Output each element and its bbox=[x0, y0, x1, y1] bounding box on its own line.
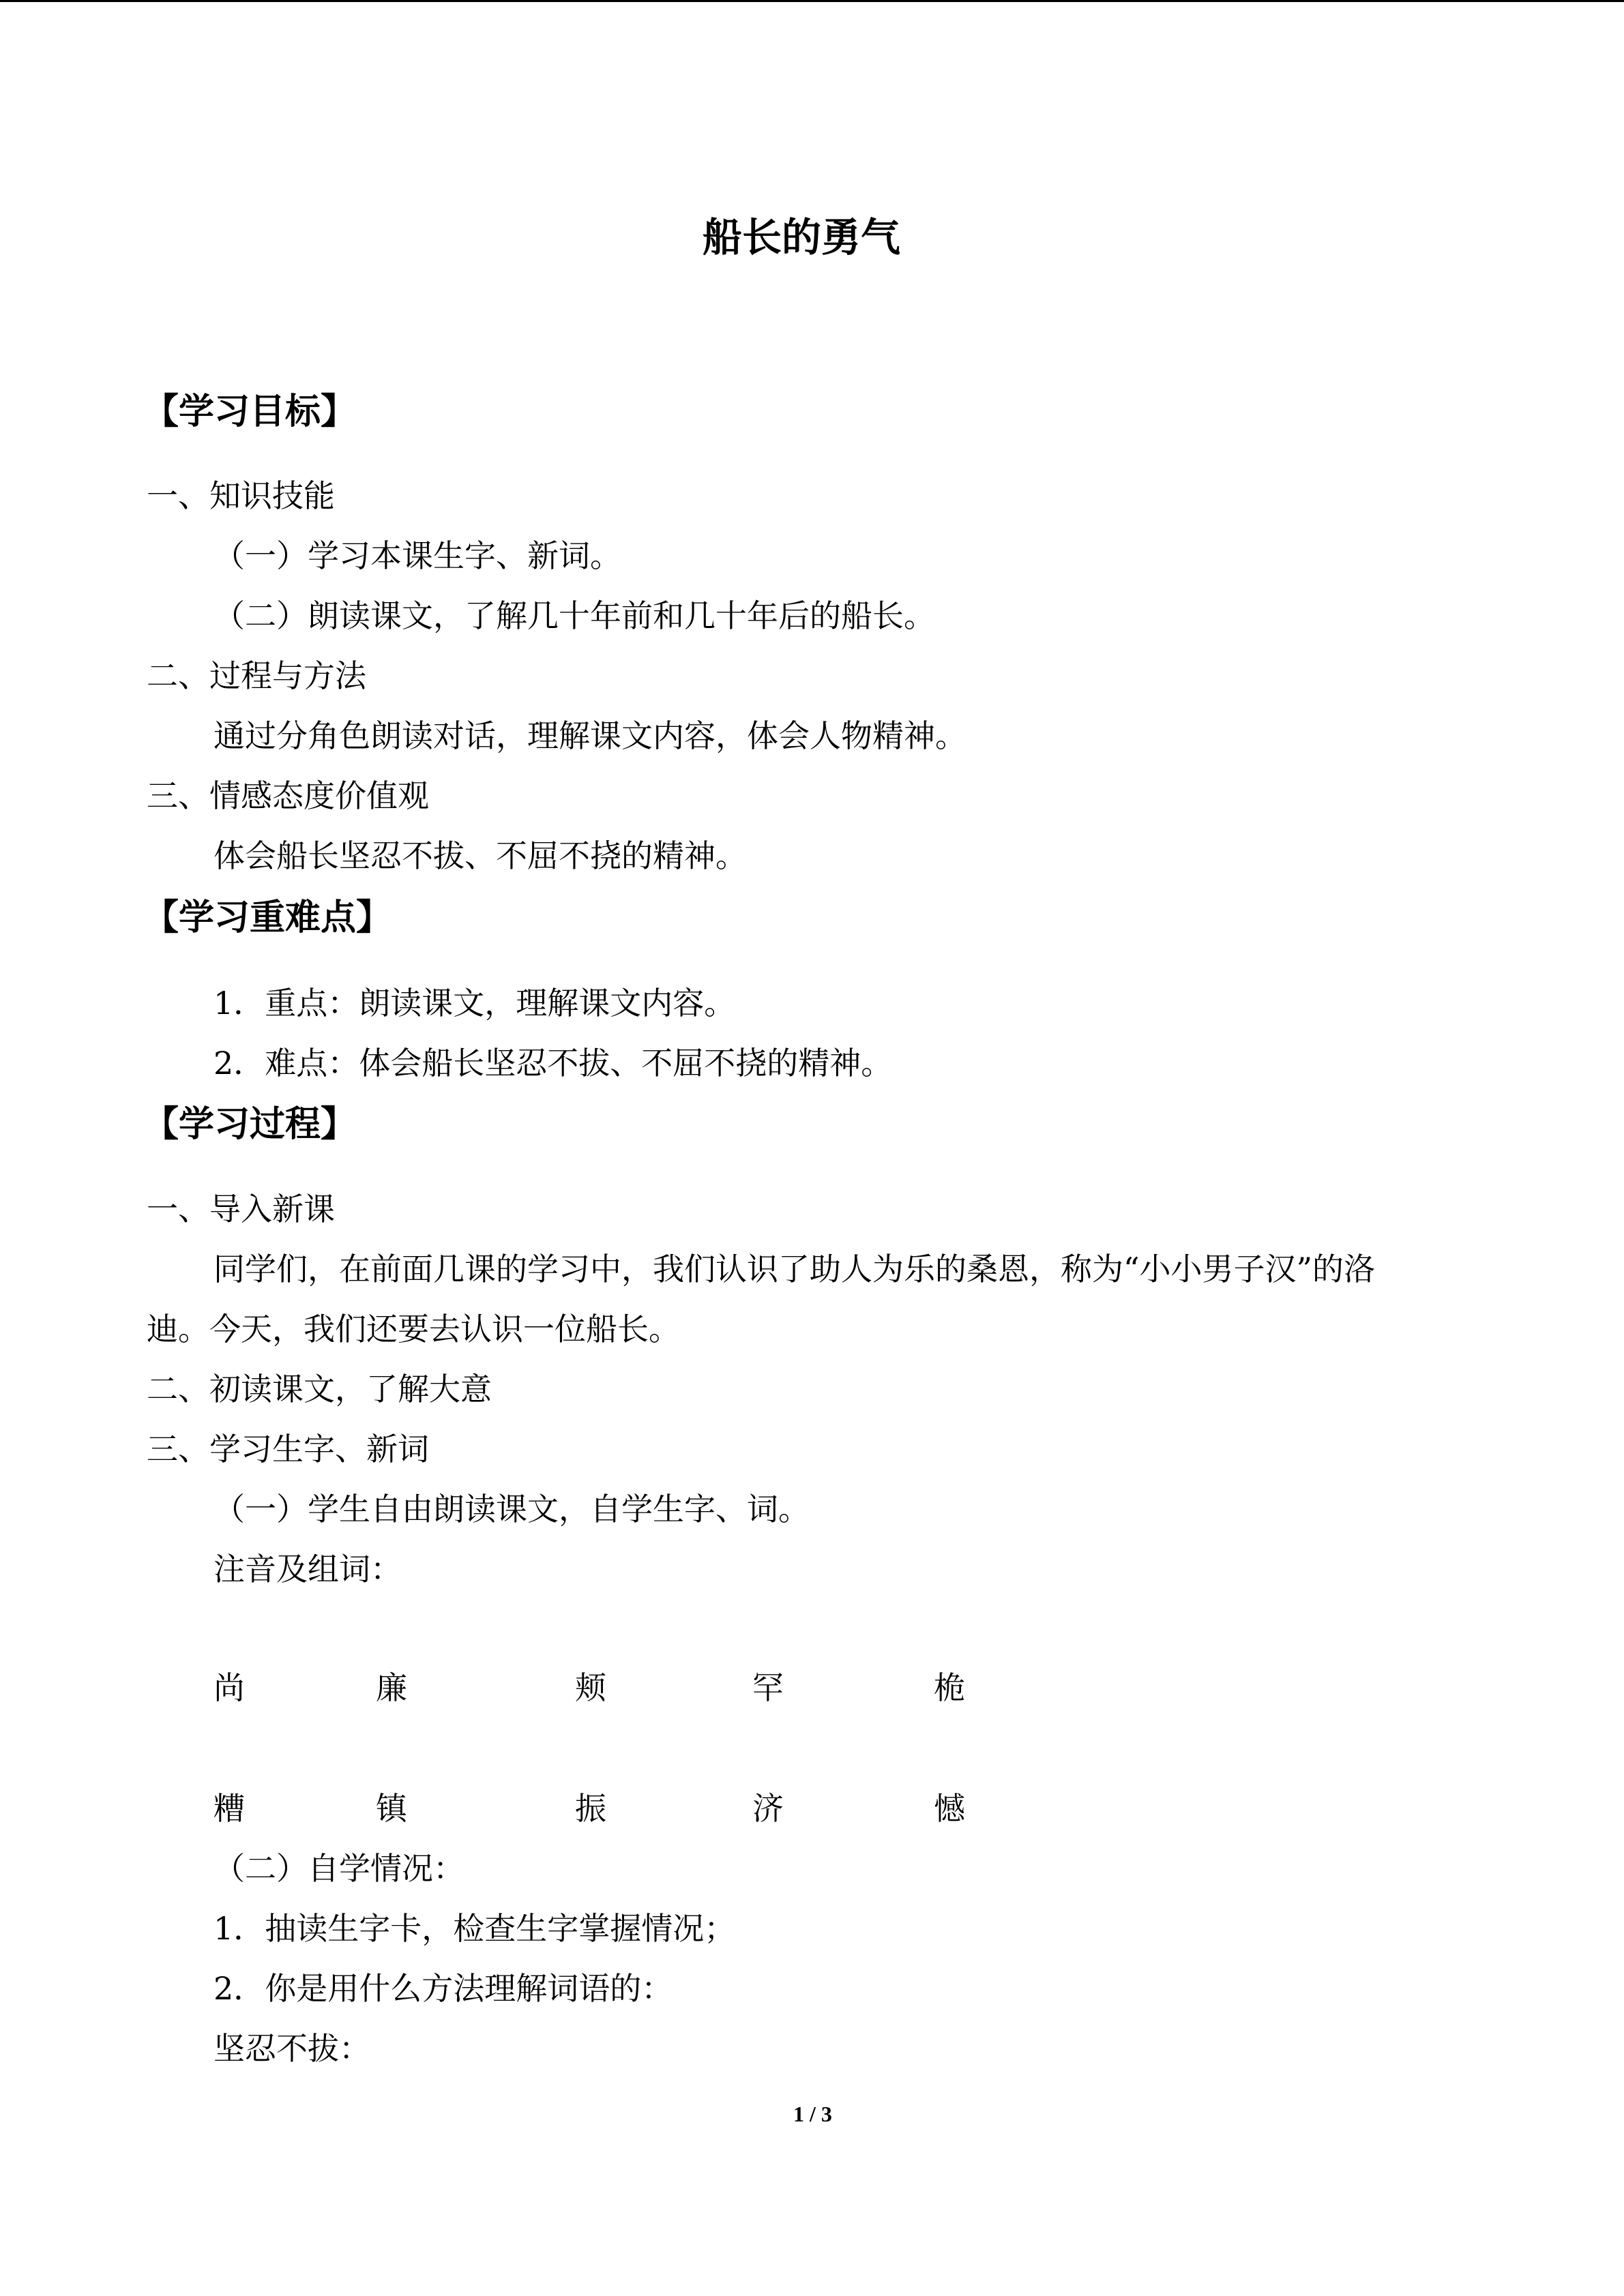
character: 振 bbox=[575, 1790, 606, 1827]
page-number: 1 / 3 bbox=[793, 2102, 832, 2126]
process-line-4: 二、初读课文，了解大意 bbox=[147, 1371, 492, 1407]
character: 糟 bbox=[213, 1790, 245, 1827]
process-line-1: 一、导入新课 bbox=[147, 1191, 335, 1227]
section-heading-key-points: 【学习重难点】 bbox=[143, 897, 392, 938]
character: 济 bbox=[752, 1790, 784, 1827]
process-line-5: 三、学习生字、新词 bbox=[147, 1431, 429, 1467]
key-line-2: 2．难点：体会船长坚忍不拔、不屈不挠的精神。 bbox=[213, 1045, 893, 1082]
process-line-3: 迪。今天，我们还要去认识一位船长。 bbox=[147, 1311, 680, 1347]
top-border-line bbox=[0, 0, 1624, 2]
character: 廉 bbox=[376, 1669, 407, 1706]
character: 罕 bbox=[752, 1669, 784, 1706]
process-line-11: 坚忍不拔： bbox=[213, 2030, 370, 2067]
character: 憾 bbox=[934, 1790, 965, 1827]
goals-line-5: 通过分角色朗读对话，理解课文内容，体会人物精神。 bbox=[213, 717, 966, 754]
character: 镇 bbox=[376, 1790, 407, 1827]
document-title: 船长的勇气 bbox=[703, 214, 901, 260]
key-line-1: 1．重点：朗读课文，理解课文内容。 bbox=[213, 985, 736, 1022]
section-heading-process: 【学习过程】 bbox=[143, 1103, 357, 1145]
character: 桅 bbox=[934, 1669, 965, 1706]
goals-line-3: （二）朗读课文，了解几十年前和几十年后的船长。 bbox=[213, 597, 935, 634]
goals-line-4: 二、过程与方法 bbox=[147, 657, 366, 694]
character: 尚 bbox=[213, 1669, 245, 1706]
goals-line-2: （一）学习本课生字、新词。 bbox=[213, 537, 621, 574]
process-line-7: 注音及组词： bbox=[213, 1551, 402, 1587]
goals-line-1: 一、知识技能 bbox=[147, 477, 335, 514]
process-line-6: （一）学生自由朗读课文，自学生字、词。 bbox=[213, 1491, 810, 1527]
section-heading-goals: 【学习目标】 bbox=[143, 391, 357, 432]
goals-line-7: 体会船长坚忍不拔、不屈不挠的精神。 bbox=[213, 837, 747, 874]
character: 颊 bbox=[575, 1669, 606, 1706]
process-line-2: 同学们，在前面几课的学习中，我们认识了助人为乐的桑恩，称为“小小男子汉”的洛 bbox=[213, 1251, 1376, 1287]
process-line-9: 1．抽读生字卡，检查生字掌握情况； bbox=[213, 1910, 736, 1947]
process-line-8: （二）自学情况： bbox=[213, 1850, 464, 1887]
goals-line-6: 三、情感态度价值观 bbox=[147, 777, 429, 814]
process-line-10: 2．你是用什么方法理解词语的： bbox=[213, 1970, 673, 2007]
